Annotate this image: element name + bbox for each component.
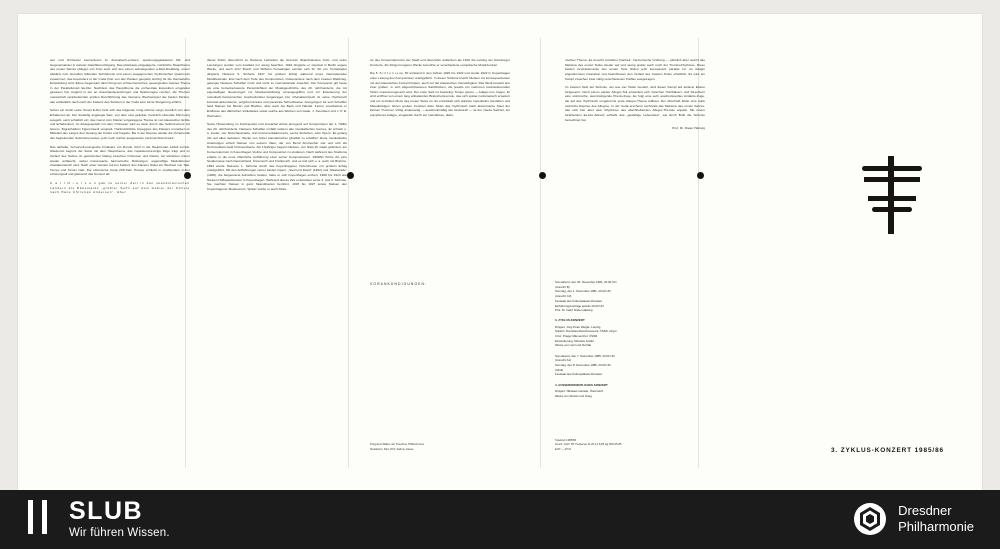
imprint-line: Druck: GGV. BT Heidenau III-20-14 8,85 Ag 509-65-85 <box>555 443 622 447</box>
paragraph-nielsen-intro: C a r l N i e l s e n gab zu seiner Zeit in den skandinavischen Ländern als Dänemarks „größter Sohn auf dem Gebiet der Künste nach Hans Christian Andersen“. Aber <box>50 181 190 195</box>
philharmonie-line-1: Dresdner <box>898 502 952 518</box>
imprint-line: Programmblätter der Dresdner Philharmonie <box>370 443 425 447</box>
announcement-line: Dirigent: Jörg-Peter Weigle, Leipzig <box>555 324 601 329</box>
text-column-2 <box>207 58 347 196</box>
announcement-line: Dirigent: Nikolaus Carielle, Österreich <box>555 388 604 393</box>
slub-name: SLUB <box>69 497 144 525</box>
announcement-line: (AK/2) <box>555 367 564 372</box>
imprint-line: Spielzeit 1985/86 <box>555 438 577 442</box>
text-column-1 <box>50 58 190 199</box>
announcement-line: Solistin: Dorothea Fleischmanová, ČSSR, Orgel <box>555 329 617 334</box>
philharmonie-text <box>898 503 974 536</box>
philharmonie-logo-icon <box>853 502 887 536</box>
announcement-line: Werke von Mozart und Grieg <box>555 393 592 398</box>
paragraph: Im zweiten Satz der Sinfonie, der aus vier Teilen besteht, wird dieser Kampf auf anderer Ebene fortgesetzt. Noch einem steilen Allegro-Teil entwickelt sich zwischen Holzbläsern und Streichern eine stürmische, atemzwingende Presto-Fuge. Es folgt eine sehr ausdrucksvolles Andante-Fuge, die auf das rhythmisch umgeformte erste Allegro-Thema aufbaut. Der Abschluß bildet eine stark verkürzte Reprise des Allegros. In der Coda erscheint nochmals das Melisma des ersten Satzes, das sich hier aber dem Rhythmus des abschließenden Allegro-Themas anpaßt. Mit einem strahlenden Es-Dur-Akkord schließt das „gewaltige Lebenslied“, wie Erich Brüll die Sinfonie bezeichnet hat. <box>565 85 705 122</box>
announcement-line: Werke von Liszt und Dvořák <box>555 343 592 348</box>
announcement-item <box>555 354 855 378</box>
text-column-3 <box>370 58 510 122</box>
paragraph: dieser Ruhm überschritt zu Nielsens Lebzeiten die Grenzen Skandinaviens nicht, und seine Leistungen wurden vom Ausland nur wenig beachtet. 1922 dirigierte er zweimal in Berlin eigene Werke, und auch Fritz Busch und Wilhelm Furtwängler setzten sich für ihn ein. Furtwängler dirigierte Nielsens 5. Sinfonie 1927 mit großem Erfolg während eines internationalen Musikfestivals. Erst nach dem Tode des Komponisten, insbesondere nach dem zweiten Weltkrieg, gelangte Nielsens Schaffen mehr und mehr zu internationaler Ansehen. Der Komponist gilt heute als eine bemerkenswerte Persönlichkeit der Musikgeschichte des 20. Jahrhunderts, die mit eigenwilligen Neuerungen zur Musikentwicklung vorausgegriffen und zur Erweiterung der melodisch-harmonischen Ausdruckmittel beigetragen hat. Charakteristisch ist seine rhythmisch kontrast-akzentuierte, polyphon-lineare und pastorale Schreibweise. Anregungen für sein Schaffen fand Nielsen bei Mozart und Brahms, aber auch bei Bach und Händel. Ferner verarbeitete er Einflüsse des dänischen Volksliedes sowie solche aus Werken von Gade, J. Svendsen und J. P. E. Hartmann. <box>207 58 347 118</box>
announcement-line: (Anrecht C2) <box>555 294 572 299</box>
announcement-line: (Anrecht B) <box>555 284 570 289</box>
paragraph: tor des Konservatoriums der Stadt und übernahm außerdem als 1918 die Leitung der Göteborger Konzerte. Als Dirigent eigener Werke besuchte er verschiedene europäische Musikzentren. <box>370 58 510 67</box>
paragraph: Das lebhafte, humorvoll-energische Finalsatz, ein Rondo, führt in die Haupttonart a-Moll zurück. Wiederum beginnt der Solist mit dem Hauptthema, das zupackend-trotzige Züge trägt und im Verlauf des Satzes im geistreichen Dialog zwischen Orchester und Klavier mit Varianten immer wieder auftaucht, wobei interessante harmonische Rückungen, eigenwillige Modulationen charakteristisch sind. Nach einer zweiten kurzen Kadenz des Klaviers findet ein Wechsel von Takt, Tempo und Tonart statt. Die stürmische Coda (6/8-Takt, Presto) schließt in strahlendem C-Dur schwungvoll und glänzend das Konzert ab. <box>50 144 190 177</box>
paragraph: Schon ein durch seine Tonart E-Dur hebt sich das folgende, innig-schöne Largo merklich von dem Erhabenen ab. Der dreiteilig angelegte Satz, von dem eine geliebte, freiartich-ruhevolle Stimmung ausgeht, setzt schallich ein; das zuerst vom Klavier vorgetragene Thema ist von klassischer Größe und Erhabenheit. Im Zwiegespräch mit dem Orchester wird es dann durch das Solinstrument mit feinem, filigranhaftem Figurenwerk umspielt. Harfenähnliche Arpeggien des Klaviers umranken im Mittelteil des Largos den Gesang der Flöten und Fagotts. Bis in der Reprise wieder die Ornamentik des begleitenden Soloinstrumentes, jetzt noch reicher ausgeweitet, kennzeichnend wird. <box>50 108 190 140</box>
announcement-line: Sonntag, den 1. Dezember 1981, 20.00 Uhr <box>555 289 612 294</box>
philharmonie-line-2: Philharmonie <box>898 519 974 534</box>
announcement-line: Prof. Dr. habil. Dieter Härtwig <box>555 308 593 313</box>
dresdner-philharmonie-branding <box>853 502 974 536</box>
author-signature: Prof. Dr. Dieter Härtwig <box>672 126 705 131</box>
announcement-item <box>555 383 855 399</box>
imprint-line: Redaktion: Dipl.-Phil. Sabine Gasse <box>370 447 414 451</box>
footer-bar <box>0 490 1000 549</box>
text-column-4 <box>565 58 705 131</box>
announcement-line: Chor: Prager Männerchor, ČSSR <box>555 334 598 339</box>
announcement-line: Sonnabend, den 30. November 1981, 20.00 Uhr <box>555 280 617 284</box>
slub-branding <box>28 498 170 539</box>
document-sheet <box>18 14 982 490</box>
announcement-line: (Anrecht A1) <box>555 358 572 363</box>
document-sheet-inner <box>30 24 970 482</box>
announcements-list <box>555 280 855 404</box>
slub-logo-icon <box>28 500 59 534</box>
announcement-line: Festsaal des Kulturpalastes Dresden <box>555 372 603 377</box>
announcement-title: 3. ZYKLUS-KONZERT <box>555 318 585 323</box>
imprint-printing <box>555 439 745 452</box>
paragraph: sier und Orchester konzertieren im dramatisch-ernsten, spannungsgeladenen Mit- und Gegeneinander in steteter Gleichberechtigung. Das phantasie-eingelagerte, männliche Hauptthema des ersten Satzes (Allegro con brio) setzt sich aus einem aufsteigenden a-Moll-Dreiklang, einem abwärts zum Grundton fallenden Schrittmotiv und einem ausgeprochen rhythmischen Quartmotiv zusammen, das besonders in der Coda (hier von den Pauken gespielt) wichtig für die thematische Entwicklung wird. Eines Gegensatz dazu bringt ein schwermerisches, gesangvolles zweites Thema in der Paralleltonart Es-Dur. Nachdem das Hauptthema die orchestrale Exposition eingeleitet gewesen hat, beginnt in der an Auseinandersetzungen und Spannungen reichen, die Themen meisterhaft verarbeitenden großen Durchführung das intensive Wechselspiel der beiden Partner, das schließlich nach nach der Kadenz des Solisten in der Coda eine letzte Steigerung erfährt. <box>50 58 190 104</box>
slub-text <box>69 498 170 539</box>
paragraph: nisches Thema. Es herscht zunächst ‚Klarheit‘, harmonische Ordnung — plötzlich aber taucht das Melisma des ersten Teiles wieder auf und wenig später auch noch der Trommelrhythmus. Diese beiden Grundelemente des ersten Teils finden jetzt konsequent parallel zur an Adagio angestimmten Intonation und beeinflussen den Verlauf des zweiten Teiles erheblich. Es wird ein Kampf zwischen zwei völlig verschiedenen Kräften ausgetragen. <box>565 58 705 81</box>
announcement-line: Sonntag, den 8. Dezember 1985, 20.00 Uhr <box>555 363 612 368</box>
imprint-editorial <box>370 443 520 452</box>
announcement-line: Sonnabend, den 7. Dezember 1985, 20.00 Uhr <box>555 353 616 358</box>
announcement-line: Einstudierung: Miroslav Košler <box>555 338 595 343</box>
paragraph: Die 5. S i n f o n i e op. 50 entstand in den Jahren 1920 bis 1922 und wurde 1922 in Kopenhagen unter Leitung des Komponisten uraufgeführt. In dieser Sinfonie bracht Nielsen mit konsequentesten mit den klassischen Formprinzipien, auch mit der klassischen Viersätzigkeit. Das Werk besteht aus zwei großen, in sich abgeschlossenen Satzblöcken, die jeweils ein mehreren kontrastierenden Teilen zusammengesetzt sind. Der erste Satz ist zweiteilig: Tempo giusto — Adagio non troppo. Er wird eröffnet von einem lang anhaltenden Bratschentremolo, das sich später melismatisch erweitert und ein zentrales Motiv des ersten Teiles ist. Es entwickelt sich stärkste melodische Gestalten und Melodiefolgen. Einen großen Kontrast dazu bildet das rhythmisch stark akzentuierte Spiel der kleinen Trommel, Völlig andersartig — ausdruckmäßig wie strukturell — ist der zweite Satzteil, ein polyphones Adagio, eingeleitet durch ein melodiöses, diato- <box>370 71 510 117</box>
paragraph: Seine Hinwendung zu Kontrapunkt und Linearität wirkte anregend auf Komponisten der 1. Hälfte des 20. Jahrhunderts. Nielsens Schaffen umfaßt nahezu alle musikalischen Genres. Er schrieb u. a. Lieder, vier Streichquartette, drei Instrumentalkonzerte, sechs Sinfonien, zwei Opern. Es gelang ihm auf allen Gebieten, Werke von hoher künstlerischer Qualität zu schaffen. Erste musikalische Anleitungen erhielt Nielsen von seinem Vater, der von Beruf Anstreicher war und sich als Dorfmusikant Geld hinzuverdiente. Als 17jähriger begann Nielsen, von Niels W. Gade gefördert, am Konservatorium in Kopenhagen Violine und Komposition zu studieren. Nach während des Studiums erlebte er die erste öffentliche Aufführung einer seiner Kompositionen. 1890/91 führte ihn eine Studienreise nach Deutschland, Österreich und Frankreich, und es traf sich u. a. auch mit Brahms. 1894 wurde Nielsens 1. Sinfonie durch das Kopenhagener Hoforchester mit großem Erfolg uraufgeführt. Mit den Aufführungen seiner beiden Opern, „Saul und David“ (1902) und „Maskerade“ (1906), die beigeisterte Aufnahme fanden, hatte er sich Kopenhagen erobert. 1908 bis 1914 war Nielsen Hofkapellmeister in Kopenhagen. Während dieses Zeit entstanden seine 3. und 4. Sinfonie. Sie machten Nielsen in ganz Skandinavien berühmt. 1915 bis 1927 leitete Nielsen den Kopenhagener Musikverein. Später wurde er auch Direk- <box>207 122 347 191</box>
slub-tagline: Wir führen Wissen. <box>69 527 170 540</box>
announcement-line: Festsaal des Kulturpalastes Dresden <box>555 298 603 303</box>
announcement-item <box>555 280 855 313</box>
imprint-line: EVP —,25 M <box>555 447 571 451</box>
announcement-item <box>555 318 855 348</box>
announcement-title: 4. AUSSERORDENTLICHES KONZERT <box>555 382 608 387</box>
announcement-line: Einführungsvorträge jeweils 19.00 Uhr <box>555 303 605 308</box>
announcements-heading: VORANKÜNDIGUNGEN: <box>370 282 428 286</box>
publisher-graphic-icon <box>862 156 926 234</box>
concert-series-label: 3. ZYKLUS-KONZERT 1985/86 <box>830 447 944 454</box>
